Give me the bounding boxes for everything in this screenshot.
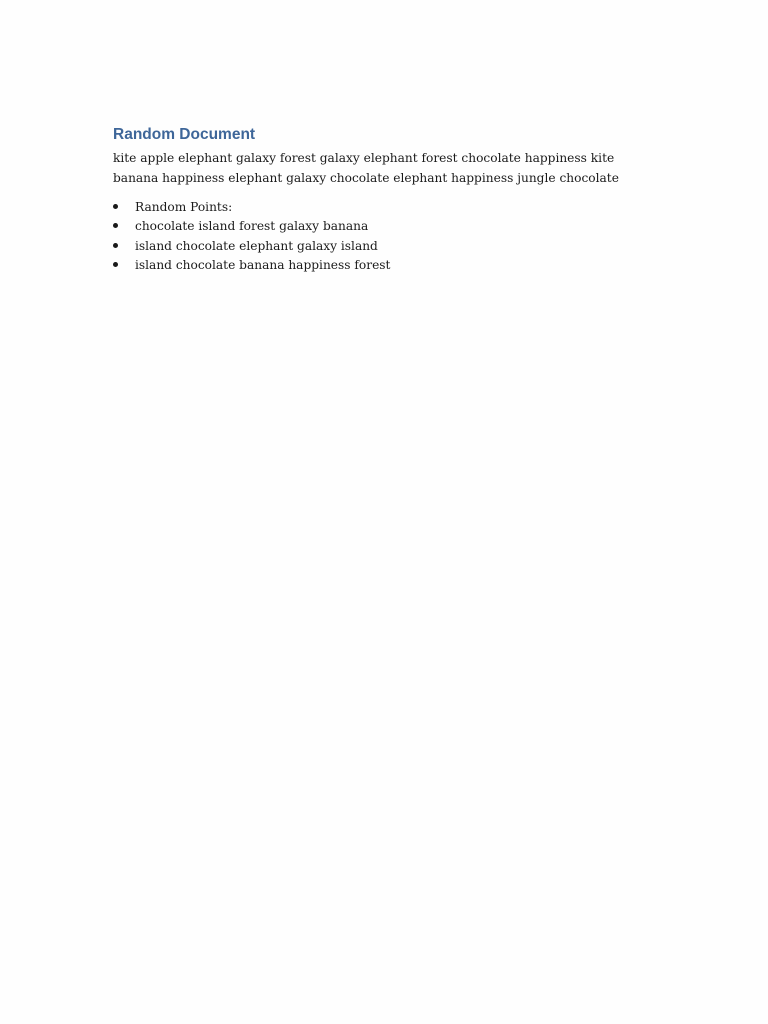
document-paragraph: kite apple elephant galaxy forest galaxy elephant forest chocolate happiness kite banana happiness elephant galaxy chocolate elephant happiness jungle chocolate bbox=[113, 151, 619, 185]
bullet-list bbox=[113, 198, 673, 275]
list-item bbox=[113, 237, 673, 256]
document-body bbox=[113, 125, 673, 275]
list-item bbox=[113, 256, 673, 275]
bullet-icon bbox=[113, 204, 118, 209]
list-item-text: Random Points: bbox=[135, 200, 233, 214]
list-item bbox=[113, 217, 673, 236]
document-title: Random Document bbox=[113, 126, 256, 143]
bullet-icon bbox=[113, 223, 118, 228]
bullet-icon bbox=[113, 262, 118, 267]
list-item-text: chocolate island forest galaxy banana bbox=[135, 219, 369, 234]
bullet-icon bbox=[113, 243, 118, 248]
list-item bbox=[113, 198, 673, 217]
list-item-text: island chocolate elephant galaxy island bbox=[135, 238, 378, 253]
list-item-text: island chocolate banana happiness forest bbox=[135, 257, 391, 272]
